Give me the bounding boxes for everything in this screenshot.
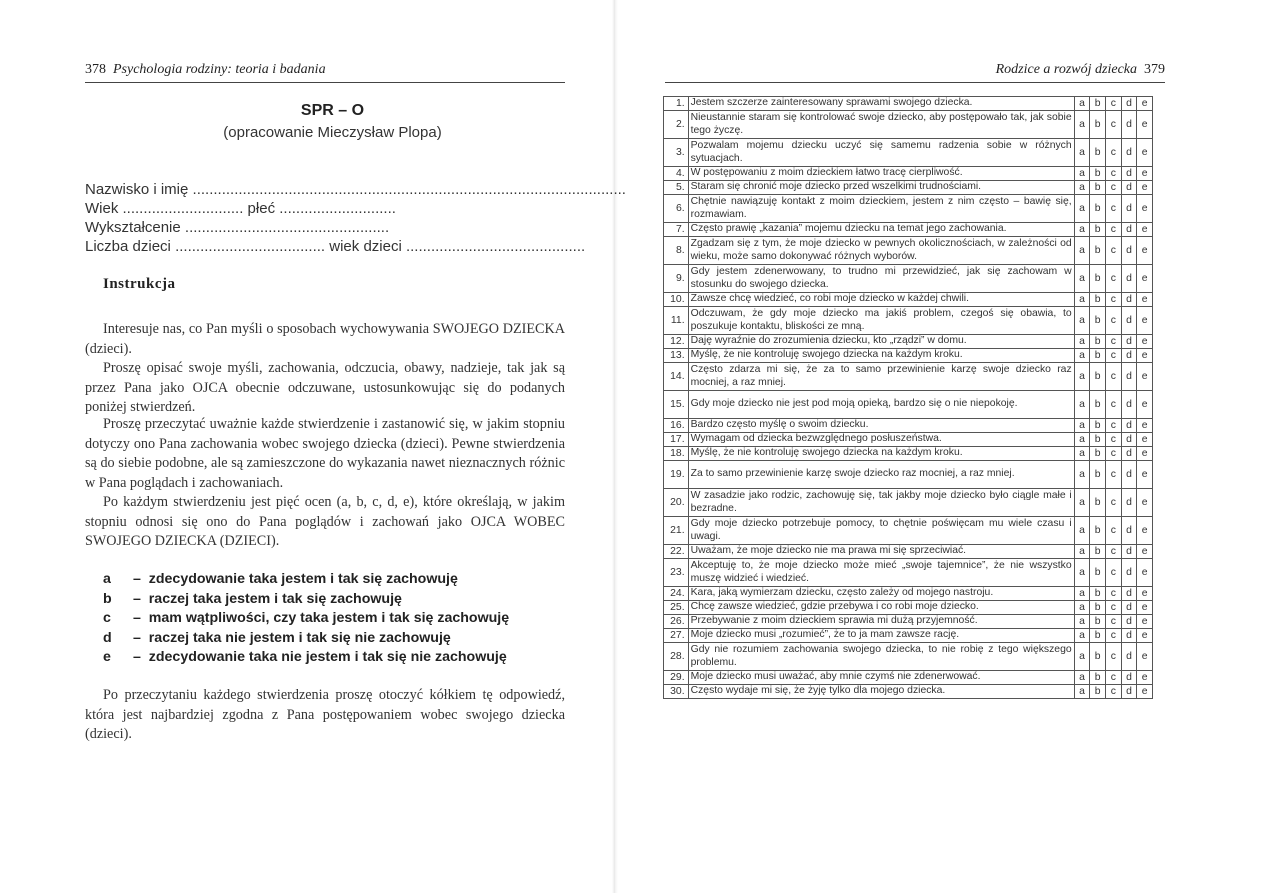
choice-e[interactable]: e bbox=[1137, 489, 1153, 517]
left-page bbox=[0, 0, 626, 893]
age-label: Wiek bbox=[85, 200, 119, 217]
choice-d[interactable]: d bbox=[1121, 489, 1137, 517]
choice-b[interactable]: b bbox=[1090, 363, 1106, 391]
right-page-number: 379 bbox=[1144, 62, 1165, 77]
choice-e[interactable]: e bbox=[1137, 195, 1153, 223]
item-statement: Daję wyraźnie do zrozumienia dziecku, kto „rządzi” w domu. bbox=[688, 335, 1074, 349]
choice-d[interactable]: d bbox=[1121, 559, 1137, 587]
item-statement: Moje dziecko musi uważać, aby mnie czymś nie zdenerwować. bbox=[688, 671, 1074, 685]
table-row bbox=[664, 433, 1153, 447]
choice-a[interactable]: a bbox=[1074, 587, 1090, 601]
choice-d[interactable]: d bbox=[1121, 97, 1137, 111]
item-statement: Akceptuję to, że moje dziecko może mieć „swoje tajemnice”, że nie wszystko muszę widzieć i wiedzieć. bbox=[688, 559, 1074, 587]
choice-e[interactable]: e bbox=[1137, 545, 1153, 559]
education-field: Wykształcenie ................................................. bbox=[85, 219, 390, 236]
choice-b[interactable]: b bbox=[1090, 587, 1106, 601]
item-statement: Często zdarza mi się, że za to samo przewinienie karzę swoje dziecko raz mocniej, a raz mniej. bbox=[688, 363, 1074, 391]
choice-b[interactable]: b bbox=[1090, 419, 1106, 433]
choice-d[interactable]: d bbox=[1121, 265, 1137, 293]
questionnaire-table bbox=[663, 96, 1153, 699]
choice-c[interactable]: c bbox=[1105, 363, 1121, 391]
table-row bbox=[664, 265, 1153, 293]
choice-c[interactable]: c bbox=[1105, 643, 1121, 671]
choice-a[interactable]: a bbox=[1074, 447, 1090, 461]
choice-e[interactable]: e bbox=[1137, 601, 1153, 615]
table-row bbox=[664, 461, 1153, 489]
choice-d[interactable]: d bbox=[1121, 111, 1137, 139]
choice-d[interactable]: d bbox=[1121, 237, 1137, 265]
item-number: 1. bbox=[664, 97, 689, 111]
answer-options bbox=[103, 570, 563, 668]
item-number: 18. bbox=[664, 447, 689, 461]
choice-a[interactable]: a bbox=[1074, 545, 1090, 559]
choice-e[interactable]: e bbox=[1137, 167, 1153, 181]
questionnaire-title: SPR – O bbox=[300, 102, 365, 119]
choice-c[interactable]: c bbox=[1105, 181, 1121, 195]
option-c: c – mam wątpliwości, czy taka jestem i tak się zachowuję bbox=[103, 610, 510, 627]
instruction-paragraph-4: Po każdym stwierdzeniu jest pięć ocen (a, b, c, d, e), które określają, w jakim stopniu odnosi się ono do Pana poglądów i zachowań jako OJCA WOBEC SWOJEGO DZIECKA (DZIECI). bbox=[85, 494, 565, 549]
table-row bbox=[664, 629, 1153, 643]
item-statement: W postępowaniu z moim dzieckiem łatwo tracę cierpliwość. bbox=[688, 167, 1074, 181]
choice-c[interactable]: c bbox=[1105, 559, 1121, 587]
header-rule-right bbox=[665, 82, 1165, 83]
choice-c[interactable]: c bbox=[1105, 223, 1121, 237]
choice-a[interactable]: a bbox=[1074, 461, 1090, 489]
choice-a[interactable]: a bbox=[1074, 601, 1090, 615]
item-number: 13. bbox=[664, 349, 689, 363]
item-statement: Odczuwam, że gdy moje dziecko ma jakiś problem, czegoś się obawia, to poszukuje kontaktu, bliskości ze mną. bbox=[688, 307, 1074, 335]
item-number: 22. bbox=[664, 545, 689, 559]
table-row bbox=[664, 363, 1153, 391]
choice-a[interactable]: a bbox=[1074, 181, 1090, 195]
table-row bbox=[664, 293, 1153, 307]
choice-a[interactable]: a bbox=[1074, 265, 1090, 293]
choice-d[interactable]: d bbox=[1121, 167, 1137, 181]
choice-a[interactable]: a bbox=[1074, 615, 1090, 629]
choice-c[interactable]: c bbox=[1105, 139, 1121, 167]
choice-b[interactable]: b bbox=[1090, 195, 1106, 223]
item-number: 21. bbox=[664, 517, 689, 545]
item-statement: Myślę, że nie kontroluję swojego dziecka na każdym kroku. bbox=[688, 447, 1074, 461]
choice-e[interactable]: e bbox=[1137, 265, 1153, 293]
choice-b[interactable]: b bbox=[1090, 265, 1106, 293]
choice-b[interactable]: b bbox=[1090, 517, 1106, 545]
choice-e[interactable]: e bbox=[1137, 629, 1153, 643]
item-number: 7. bbox=[664, 223, 689, 237]
item-number: 16. bbox=[664, 419, 689, 433]
item-statement: Pozwalam mojemu dziecku uczyć się samemu radzenia sobie w różnych sytuacjach. bbox=[688, 139, 1074, 167]
choice-c[interactable]: c bbox=[1105, 489, 1121, 517]
item-statement: Gdy nie rozumiem zachowania swojego dziecka, to nie robię z tego większego problemu. bbox=[688, 643, 1074, 671]
item-number: 27. bbox=[664, 629, 689, 643]
choice-e[interactable]: e bbox=[1137, 671, 1153, 685]
choice-c[interactable]: c bbox=[1105, 307, 1121, 335]
choice-e[interactable]: e bbox=[1137, 181, 1153, 195]
choice-a[interactable]: a bbox=[1074, 293, 1090, 307]
choice-b[interactable]: b bbox=[1090, 601, 1106, 615]
table-row bbox=[664, 587, 1153, 601]
option-e: e – zdecydowanie taka nie jestem i tak się nie zachowuję bbox=[103, 649, 507, 666]
item-statement: Zawsze chcę wiedzieć, co robi moje dziecko w każdej chwili. bbox=[688, 293, 1074, 307]
instruction-paragraph-3: Proszę przeczytać uważnie każde stwierdzenie i zastanowić się, w jakim stopniu dotyczy ono Pana zachowania wobec swojego dziecka (dzieci). Pewne stwierdzenia są do siebie podobne, ale są zamieszczone do wykazania nawet nieznacznych różnic w Pana poglądach i zachowaniach. bbox=[85, 416, 565, 491]
choice-e[interactable]: e bbox=[1137, 559, 1153, 587]
sex-label: płeć bbox=[247, 200, 276, 217]
children-label: Liczba dzieci bbox=[85, 238, 171, 255]
item-number: 10. bbox=[664, 293, 689, 307]
choice-d[interactable]: d bbox=[1121, 685, 1137, 699]
choice-d[interactable]: d bbox=[1121, 545, 1137, 559]
choice-d[interactable]: d bbox=[1121, 461, 1137, 489]
choice-a[interactable]: a bbox=[1074, 419, 1090, 433]
choice-c[interactable]: c bbox=[1105, 293, 1121, 307]
choice-e[interactable]: e bbox=[1137, 419, 1153, 433]
choice-e[interactable]: e bbox=[1137, 307, 1153, 335]
choice-e[interactable]: e bbox=[1137, 433, 1153, 447]
option-b: b – raczej taka jestem i tak się zachowuję bbox=[103, 590, 402, 607]
choice-c[interactable]: c bbox=[1105, 195, 1121, 223]
choice-e[interactable]: e bbox=[1137, 237, 1153, 265]
choice-d[interactable]: d bbox=[1121, 629, 1137, 643]
left-page-number: 378 bbox=[85, 62, 106, 77]
choice-c[interactable]: c bbox=[1105, 349, 1121, 363]
choice-d[interactable]: d bbox=[1121, 587, 1137, 601]
table-row bbox=[664, 111, 1153, 139]
item-number: 17. bbox=[664, 433, 689, 447]
choice-c[interactable]: c bbox=[1105, 111, 1121, 139]
table-row bbox=[664, 643, 1153, 671]
choice-c[interactable]: c bbox=[1105, 685, 1121, 699]
questionnaire-author: (opracowanie Mieczysław Plopa) bbox=[223, 124, 442, 141]
item-statement: Moje dziecko musi „rozumieć”, że to ja mam zawsze rację. bbox=[688, 629, 1074, 643]
item-statement: Często wydaje mi się, że żyję tylko dla mojego dziecka. bbox=[688, 685, 1074, 699]
table-row bbox=[664, 307, 1153, 335]
table-row bbox=[664, 517, 1153, 545]
choice-c[interactable]: c bbox=[1105, 461, 1121, 489]
item-statement: Gdy jestem zdenerwowany, to trudno mi przewidzieć, jak się zachowam w stosunku do swojego dziecka. bbox=[688, 265, 1074, 293]
choice-e[interactable]: e bbox=[1137, 223, 1153, 237]
choice-b[interactable]: b bbox=[1090, 447, 1106, 461]
choice-d[interactable]: d bbox=[1121, 615, 1137, 629]
item-statement: Za to samo przewinienie karzę swoje dziecko raz mocniej, a raz mniej. bbox=[688, 461, 1074, 489]
choice-c[interactable]: c bbox=[1105, 265, 1121, 293]
choice-e[interactable]: e bbox=[1137, 293, 1153, 307]
table-row bbox=[664, 419, 1153, 433]
choice-b[interactable]: b bbox=[1090, 671, 1106, 685]
item-statement: Przebywanie z moim dzieckiem sprawia mi dużą przyjemność. bbox=[688, 615, 1074, 629]
choice-e[interactable]: e bbox=[1137, 587, 1153, 601]
item-statement: Często prawię „kazania” mojemu dziecku na temat jego zachowania. bbox=[688, 223, 1074, 237]
table-row bbox=[664, 237, 1153, 265]
choice-d[interactable]: d bbox=[1121, 139, 1137, 167]
item-number: 15. bbox=[664, 391, 689, 419]
item-number: 24. bbox=[664, 587, 689, 601]
choice-a[interactable]: a bbox=[1074, 517, 1090, 545]
choice-d[interactable]: d bbox=[1121, 419, 1137, 433]
choice-a[interactable]: a bbox=[1074, 685, 1090, 699]
item-statement: Gdy moje dziecko potrzebuje pomocy, to chętnie poświęcam mu wiele czasu i uwagi. bbox=[688, 517, 1074, 545]
closing-instruction: Po przeczytaniu każdego stwierdzenia proszę otoczyć kółkiem tę odpowiedź, która jest najbardziej zgodna z Pana postępowaniem wobec swojego dziecka (dzieci). bbox=[85, 687, 565, 742]
choice-b[interactable]: b bbox=[1090, 97, 1106, 111]
choice-a[interactable]: a bbox=[1074, 223, 1090, 237]
choice-b[interactable]: b bbox=[1090, 335, 1106, 349]
choice-d[interactable]: d bbox=[1121, 363, 1137, 391]
item-number: 5. bbox=[664, 181, 689, 195]
choice-c[interactable]: c bbox=[1105, 447, 1121, 461]
left-running-title: Psychologia rodziny: teoria i badania bbox=[113, 62, 326, 77]
item-number: 26. bbox=[664, 615, 689, 629]
item-number: 29. bbox=[664, 671, 689, 685]
item-statement: Nieustannie staram się kontrolować swoje dziecko, aby postępowało tak, jak sobie tego życzę. bbox=[688, 111, 1074, 139]
choice-e[interactable]: e bbox=[1137, 447, 1153, 461]
table-row bbox=[664, 447, 1153, 461]
choice-d[interactable]: d bbox=[1121, 349, 1137, 363]
choice-d[interactable]: d bbox=[1121, 335, 1137, 349]
choice-d[interactable]: d bbox=[1121, 181, 1137, 195]
choice-a[interactable]: a bbox=[1074, 167, 1090, 181]
choice-b[interactable]: b bbox=[1090, 167, 1106, 181]
table-row bbox=[664, 685, 1153, 699]
choice-e[interactable]: e bbox=[1137, 685, 1153, 699]
item-statement: Bardzo często myślę o swoim dziecku. bbox=[688, 419, 1074, 433]
choice-a[interactable]: a bbox=[1074, 433, 1090, 447]
option-d: d – raczej taka nie jestem i tak się nie zachowuję bbox=[103, 629, 451, 646]
name-field: Nazwisko i imię ........................................................................................................ bbox=[85, 181, 626, 198]
choice-b[interactable]: b bbox=[1090, 461, 1106, 489]
choice-a[interactable]: a bbox=[1074, 139, 1090, 167]
item-statement: Gdy moje dziecko nie jest pod moją opieką, bardzo się o nie niepokoję. bbox=[688, 391, 1074, 419]
choice-c[interactable]: c bbox=[1105, 601, 1121, 615]
item-statement: Chcę zawsze wiedzieć, gdzie przebywa i co robi moje dziecko. bbox=[688, 601, 1074, 615]
item-statement: Staram się chronić moje dziecko przed wszelkimi trudnościami. bbox=[688, 181, 1074, 195]
choice-c[interactable]: c bbox=[1105, 433, 1121, 447]
choice-b[interactable]: b bbox=[1090, 293, 1106, 307]
right-running-title: Rodzice a rozwój dziecka bbox=[995, 62, 1137, 77]
table-row bbox=[664, 349, 1153, 363]
right-running-head bbox=[996, 62, 1165, 78]
choice-b[interactable]: b bbox=[1090, 139, 1106, 167]
choice-c[interactable]: c bbox=[1105, 391, 1121, 419]
choice-a[interactable]: a bbox=[1074, 391, 1090, 419]
item-number: 14. bbox=[664, 363, 689, 391]
table-row bbox=[664, 671, 1153, 685]
table-row bbox=[664, 139, 1153, 167]
table-row bbox=[664, 489, 1153, 517]
choice-e[interactable]: e bbox=[1137, 615, 1153, 629]
choice-b[interactable]: b bbox=[1090, 559, 1106, 587]
choice-b[interactable]: b bbox=[1090, 223, 1106, 237]
choice-e[interactable]: e bbox=[1137, 461, 1153, 489]
choice-a[interactable]: a bbox=[1074, 363, 1090, 391]
choice-b[interactable]: b bbox=[1090, 643, 1106, 671]
table-row bbox=[664, 181, 1153, 195]
item-number: 9. bbox=[664, 265, 689, 293]
choice-e[interactable]: e bbox=[1137, 349, 1153, 363]
choice-b[interactable]: b bbox=[1090, 181, 1106, 195]
children-field: Liczba dzieci .................................... wiek dzieci ........................................... bbox=[85, 238, 586, 255]
choice-e[interactable]: e bbox=[1137, 391, 1153, 419]
choice-b[interactable]: b bbox=[1090, 237, 1106, 265]
choice-d[interactable]: d bbox=[1121, 195, 1137, 223]
table-row bbox=[664, 615, 1153, 629]
choice-d[interactable]: d bbox=[1121, 293, 1137, 307]
choice-a[interactable]: a bbox=[1074, 195, 1090, 223]
table-row bbox=[664, 223, 1153, 237]
table-row bbox=[664, 335, 1153, 349]
choice-d[interactable]: d bbox=[1121, 671, 1137, 685]
choice-c[interactable]: c bbox=[1105, 587, 1121, 601]
choice-d[interactable]: d bbox=[1121, 601, 1137, 615]
choice-c[interactable]: c bbox=[1105, 335, 1121, 349]
age-sex-field: Wiek ............................. płeć ............................ bbox=[85, 200, 396, 217]
choice-e[interactable]: e bbox=[1137, 363, 1153, 391]
left-running-head bbox=[85, 62, 326, 78]
choice-a[interactable]: a bbox=[1074, 307, 1090, 335]
choice-c[interactable]: c bbox=[1105, 419, 1121, 433]
choice-c[interactable]: c bbox=[1105, 167, 1121, 181]
item-number: 8. bbox=[664, 237, 689, 265]
choice-c[interactable]: c bbox=[1105, 517, 1121, 545]
table-row bbox=[664, 167, 1153, 181]
item-number: 28. bbox=[664, 643, 689, 671]
choice-a[interactable]: a bbox=[1074, 643, 1090, 671]
table-row bbox=[664, 545, 1153, 559]
choice-c[interactable]: c bbox=[1105, 615, 1121, 629]
choice-e[interactable]: e bbox=[1137, 643, 1153, 671]
choice-b[interactable]: b bbox=[1090, 545, 1106, 559]
choice-d[interactable]: d bbox=[1121, 223, 1137, 237]
choice-d[interactable]: d bbox=[1121, 447, 1137, 461]
choice-c[interactable]: c bbox=[1105, 629, 1121, 643]
choice-a[interactable]: a bbox=[1074, 489, 1090, 517]
item-statement: Wymagam od dziecka bezwzględnego posłuszeństwa. bbox=[688, 433, 1074, 447]
item-statement: Kara, jaką wymierzam dziecku, często zależy od mojego nastroju. bbox=[688, 587, 1074, 601]
item-number: 6. bbox=[664, 195, 689, 223]
choice-d[interactable]: d bbox=[1121, 517, 1137, 545]
choice-a[interactable]: a bbox=[1074, 97, 1090, 111]
choice-a[interactable]: a bbox=[1074, 237, 1090, 265]
choice-e[interactable]: e bbox=[1137, 517, 1153, 545]
table-row bbox=[664, 97, 1153, 111]
choice-a[interactable]: a bbox=[1074, 335, 1090, 349]
choice-e[interactable]: e bbox=[1137, 139, 1153, 167]
item-number: 19. bbox=[664, 461, 689, 489]
item-number: 11. bbox=[664, 307, 689, 335]
choice-a[interactable]: a bbox=[1074, 671, 1090, 685]
choice-e[interactable]: e bbox=[1137, 111, 1153, 139]
item-statement: Zgadzam się z tym, że moje dziecko w pewnych okolicznościach, w zależności od wieku, może samo dokonywać różnych wyborów. bbox=[688, 237, 1074, 265]
choice-b[interactable]: b bbox=[1090, 685, 1106, 699]
item-number: 23. bbox=[664, 559, 689, 587]
choice-e[interactable]: e bbox=[1137, 335, 1153, 349]
choice-d[interactable]: d bbox=[1121, 391, 1137, 419]
table-row bbox=[664, 601, 1153, 615]
item-statement: Myślę, że nie kontroluję swojego dziecka na każdym kroku. bbox=[688, 349, 1074, 363]
choice-b[interactable]: b bbox=[1090, 629, 1106, 643]
education-label: Wykształcenie bbox=[85, 219, 181, 236]
header-rule bbox=[85, 82, 565, 83]
item-statement: W zasadzie jako rodzic, zachowuję się, tak jakby moje dziecko było ciągle małe i bezradne. bbox=[688, 489, 1074, 517]
table-row bbox=[664, 559, 1153, 587]
choice-b[interactable]: b bbox=[1090, 391, 1106, 419]
choice-a[interactable]: a bbox=[1074, 349, 1090, 363]
item-statement: Chętnie nawiązuję kontakt z moim dzieckiem, jestem z nim często – bawię się, rozmawiam. bbox=[688, 195, 1074, 223]
choice-e[interactable]: e bbox=[1137, 97, 1153, 111]
choice-a[interactable]: a bbox=[1074, 559, 1090, 587]
choice-b[interactable]: b bbox=[1090, 489, 1106, 517]
children-age-label: wiek dzieci bbox=[329, 238, 402, 255]
item-number: 3. bbox=[664, 139, 689, 167]
item-number: 12. bbox=[664, 335, 689, 349]
item-number: 30. bbox=[664, 685, 689, 699]
item-number: 4. bbox=[664, 167, 689, 181]
item-number: 20. bbox=[664, 489, 689, 517]
instruction-paragraph-2: Proszę opisać swoje myśli, zachowania, odczucia, obawy, nadzieje, tak jak są przez Pana jako OJCA obecnie odczuwane, ustosunkowując się do podanych poniżej stwierdzeń. bbox=[85, 360, 565, 415]
option-a: a – zdecydowanie taka jestem i tak się zachowuję bbox=[103, 571, 458, 587]
choice-c[interactable]: c bbox=[1105, 237, 1121, 265]
choice-a[interactable]: a bbox=[1074, 111, 1090, 139]
choice-b[interactable]: b bbox=[1090, 615, 1106, 629]
choice-c[interactable]: c bbox=[1105, 545, 1121, 559]
table-row bbox=[664, 195, 1153, 223]
choice-b[interactable]: b bbox=[1090, 433, 1106, 447]
instruction-heading: Instrukcja bbox=[103, 276, 176, 292]
choice-d[interactable]: d bbox=[1121, 643, 1137, 671]
name-label: Nazwisko i imię bbox=[85, 181, 189, 198]
choice-d[interactable]: d bbox=[1121, 433, 1137, 447]
item-statement: Uważam, że moje dziecko nie ma prawa mi się sprzeciwiać. bbox=[688, 545, 1074, 559]
choice-b[interactable]: b bbox=[1090, 111, 1106, 139]
choice-c[interactable]: c bbox=[1105, 671, 1121, 685]
instruction-paragraph-1: Interesuje nas, co Pan myśli o sposobach wychowywania SWOJEGO DZIECKA (dzieci). bbox=[85, 321, 565, 357]
item-statement: Jestem szczerze zainteresowany sprawami swojego dziecka. bbox=[688, 97, 1074, 111]
choice-b[interactable]: b bbox=[1090, 349, 1106, 363]
choice-a[interactable]: a bbox=[1074, 629, 1090, 643]
table-row bbox=[664, 391, 1153, 419]
choice-d[interactable]: d bbox=[1121, 307, 1137, 335]
item-number: 25. bbox=[664, 601, 689, 615]
choice-b[interactable]: b bbox=[1090, 307, 1106, 335]
item-number: 2. bbox=[664, 111, 689, 139]
choice-c[interactable]: c bbox=[1105, 97, 1121, 111]
